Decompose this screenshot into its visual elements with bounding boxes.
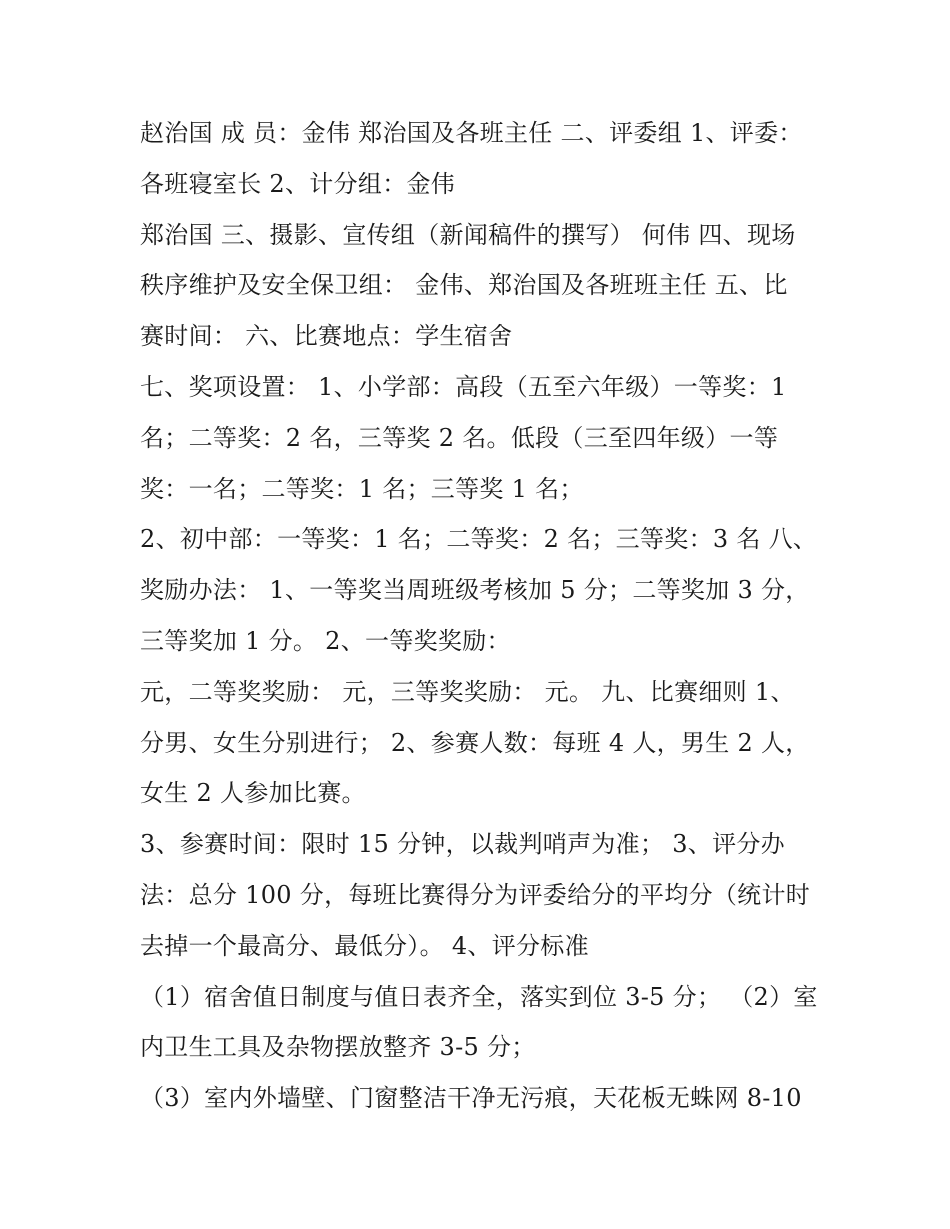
text-line: 七、奖项设置： 1、小学部：高段（五至六年级）一等奖：1 [140,372,787,401]
text-line: 法：总分 100 分，每班比赛得分为评委给分的平均分（统计时 [140,880,811,909]
text-line: 2、初中部：一等奖：1 名；二等奖：2 名；三等奖：3 名 八、 [140,525,818,554]
document-body [140,108,840,1124]
text-line: 郑治国 三、摄影、宣传组（新闻稿件的撰写） 何伟 四、现场 [140,220,796,249]
text-line: 奖：一名；二等奖：1 名；三等奖 1 名； [140,474,584,503]
text-line: 3、参赛时间：限时 15 分钟，以裁判哨声为准； 3、评分办 [140,830,785,859]
text-line: 内卫生工具及杂物摆放整齐 3-5 分； [140,1033,536,1062]
text-line: 女生 2 人参加比赛。 [140,779,366,808]
text-line: （3）室内外墙壁、门窗整洁干净无污痕，天花板无蛛网 8-10 [140,1084,802,1113]
text-line: 名；二等奖：2 名，三等奖 2 名。低段（三至四年级）一等 [140,423,779,452]
text-line: 奖励办法： 1、一等奖当周班级考核加 5 分；二等奖加 3 分， [140,576,810,605]
text-line: （1）宿舍值日制度与值日表齐全，落实到位 3-5 分； （2）室 [140,982,818,1011]
text-line: 分男、女生分别进行； 2、参赛人数：每班 4 人，男生 2 人， [140,728,810,757]
text-line: 秩序维护及安全保卫组： 金伟、郑治国及各班班主任 五、比 [140,271,788,300]
text-line: 赛时间： 六、比赛地点：学生宿舍 [140,322,513,351]
text-line: 元，二等奖奖励： 元，三等奖奖励： 元。 九、比赛细则 1、 [140,677,795,706]
text-line: 去掉一个最高分、最低分）。 4、评分标准 [140,931,589,960]
text-line: 赵治国 成 员：金伟 郑治国及各班主任 二、评委组 1、评委： [140,119,803,147]
text-line: 各班寝室长 2、计分组：金伟 [140,169,456,198]
text-line: 三等奖加 1 分。 2、一等奖奖励： [140,626,511,655]
